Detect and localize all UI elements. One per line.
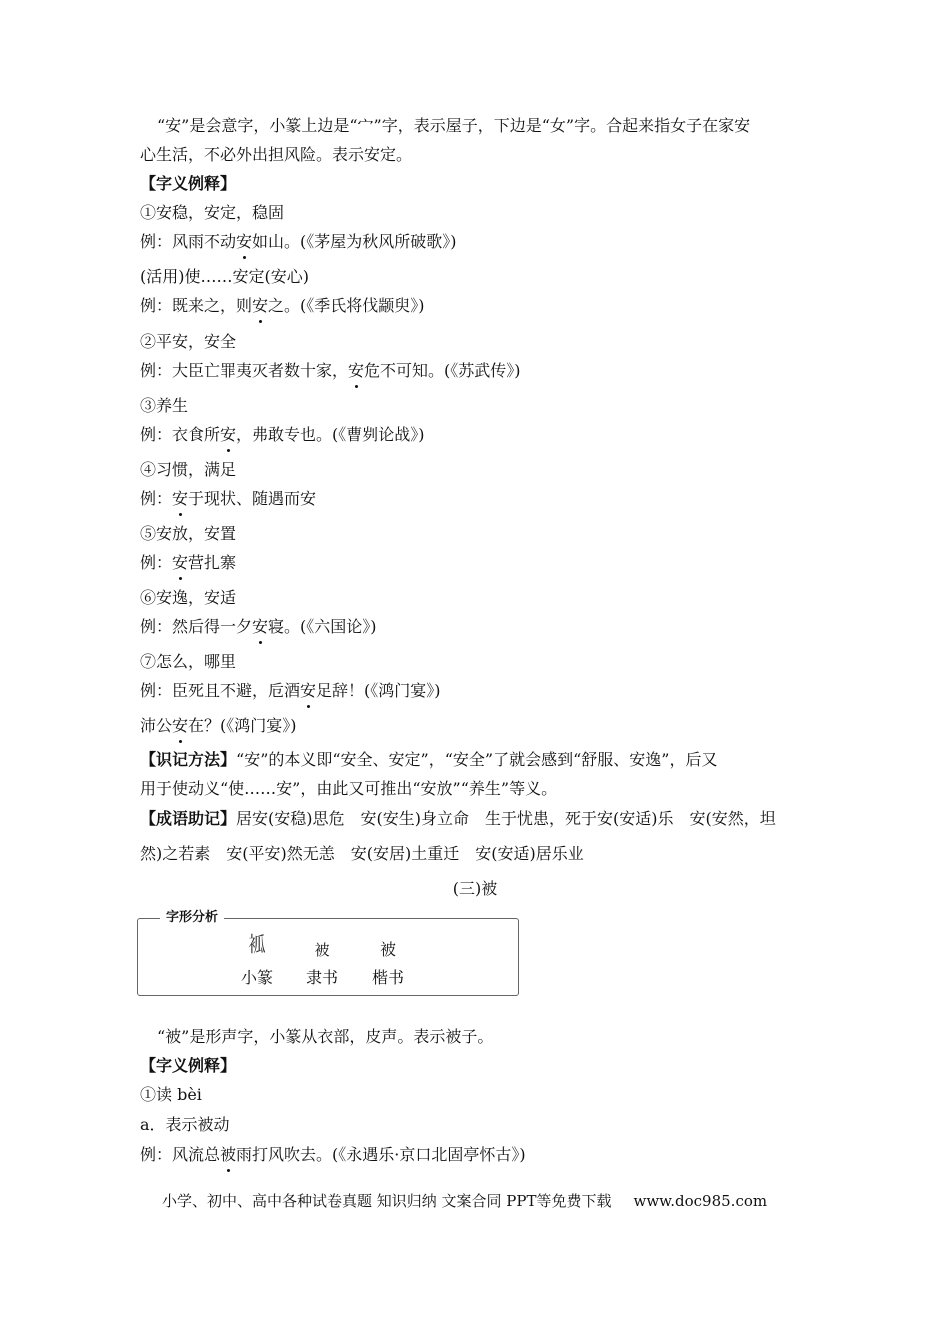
clerical-script-glyph: 被 [314, 941, 330, 959]
example-text: 例：风流总 [140, 1145, 221, 1164]
example-text: ，弗敢专也。(《曹刿论战》) [236, 425, 425, 444]
example-text: 营扎寨 [188, 553, 237, 572]
page-footer [162, 1190, 767, 1212]
intro-an-line2: 心生活，不必外出担风险。表示安定。 [140, 145, 413, 164]
section-title: (三)被 [452, 879, 498, 898]
example-text: 寝。(《六国论》) [268, 617, 377, 636]
glyph-box-title: 字形分析 [160, 908, 224, 928]
example-5 [140, 487, 316, 511]
seal-script-glyph: 𧙆 [248, 932, 266, 958]
bei-sense-1: ①读 bèi [140, 1085, 202, 1104]
idioms-line2: 然)之若素 安(平安)然无恙 安(安居)土重迁 安(安适)居乐业 [140, 844, 584, 863]
emphasized-char: 安 [252, 294, 268, 318]
sense-2: (活用)使……安定(安心) [140, 267, 309, 286]
example-text: 足辞！(《鸿门宴》) [316, 681, 441, 700]
idioms-text: 居安(安稳)思危 安(安生)身立命 生于忧患，死于安(安适)乐 安(安然，坦 [236, 809, 776, 828]
example-8 [140, 679, 441, 703]
example-text: 如山。(《茅屋为秋风所破歌》) [252, 232, 457, 251]
memory-method-text: “安”的本义即“安全、安定”，“安全”了就会感到“舒服、安逸”，后又 [236, 750, 718, 769]
bei-sub-a: a．表示被动 [140, 1115, 230, 1134]
sense-6: ⑤安放，安置 [140, 524, 237, 543]
intro-an-line1: “安”是会意字，小篆上边是“宀”字，表示屋子，下边是“女”字。合起来指女子在家安 [157, 116, 751, 135]
example-6 [140, 551, 236, 575]
emphasized-char: 安 [220, 423, 236, 447]
example-text: 于现状、随遇而安 [188, 489, 317, 508]
bei-example [140, 1143, 526, 1167]
regular-script-label: 楷书 [371, 968, 404, 987]
idioms-label: 【成语助记】 [140, 809, 237, 828]
example-text: 例：臣死且不避，卮酒 [140, 681, 301, 700]
emphasized-char: 安 [348, 359, 364, 383]
footer-url[interactable]: www.doc985.com [633, 1192, 768, 1210]
example-1 [140, 230, 457, 254]
example-text: 例：既来之，则 [140, 296, 253, 315]
sense-5: ④习惯，满足 [140, 460, 237, 479]
memory-method-label: 【识记方法】 [140, 750, 237, 769]
seal-script-label: 小篆 [240, 968, 273, 987]
example-2 [140, 294, 425, 318]
emphasized-char: 安 [300, 679, 316, 703]
sense-4: ③养生 [140, 396, 189, 415]
example-4 [140, 423, 425, 447]
heading-meanings: 【字义例释】 [140, 174, 237, 193]
regular-script-glyph: 被 [379, 940, 396, 959]
example-text: 例：风雨不动 [140, 232, 237, 251]
sense-8: ⑦怎么，哪里 [140, 652, 237, 671]
example-text: 例：然后得一夕 [140, 617, 253, 636]
emphasized-char: 安 [172, 487, 188, 511]
emphasized-char: 安 [172, 714, 188, 738]
example-text: 例： [140, 553, 173, 572]
sense-3: ②平安，安全 [140, 332, 237, 351]
example-7 [140, 615, 377, 639]
example-text: 例：衣食所 [140, 425, 221, 444]
memory-method-line2: 用于使动义“使……安”，由此又可推出“安放”“养生”等义。 [140, 779, 558, 798]
sense-1: ①安稳，安定，稳固 [140, 203, 285, 222]
example-3 [140, 359, 521, 383]
example-text: 之。(《季氏将伐颛臾》) [268, 296, 425, 315]
idioms-line1 [140, 807, 776, 831]
bei-heading: 【字义例释】 [140, 1056, 237, 1075]
example-text: 例：大臣亡罪夷灭者数十家， [140, 361, 349, 380]
emphasized-char: 安 [236, 230, 252, 254]
intro-bei: “被”是形声字，小篆从衣部，皮声。表示被子。 [157, 1027, 494, 1046]
example-text: 危不可知。(《苏武传》) [364, 361, 521, 380]
emphasized-char: 安 [172, 551, 188, 575]
memory-method-line1 [140, 748, 717, 772]
example-text: 沛公 [140, 716, 173, 735]
example-text: 雨打风吹去。(《永遇乐·京口北固亭怀古》) [236, 1145, 526, 1164]
clerical-script-label: 隶书 [305, 968, 338, 987]
example-text: 例： [140, 489, 173, 508]
footer-text: 小学、初中、高中各种试卷真题 知识归纳 文案合同 PPT等免费下载 [162, 1192, 612, 1210]
emphasized-char: 安 [252, 615, 268, 639]
emphasized-char: 被 [220, 1143, 236, 1167]
sense-7: ⑥安逸，安适 [140, 588, 237, 607]
example-text: 在？(《鸿门宴》) [188, 716, 297, 735]
extra-example [140, 714, 297, 738]
